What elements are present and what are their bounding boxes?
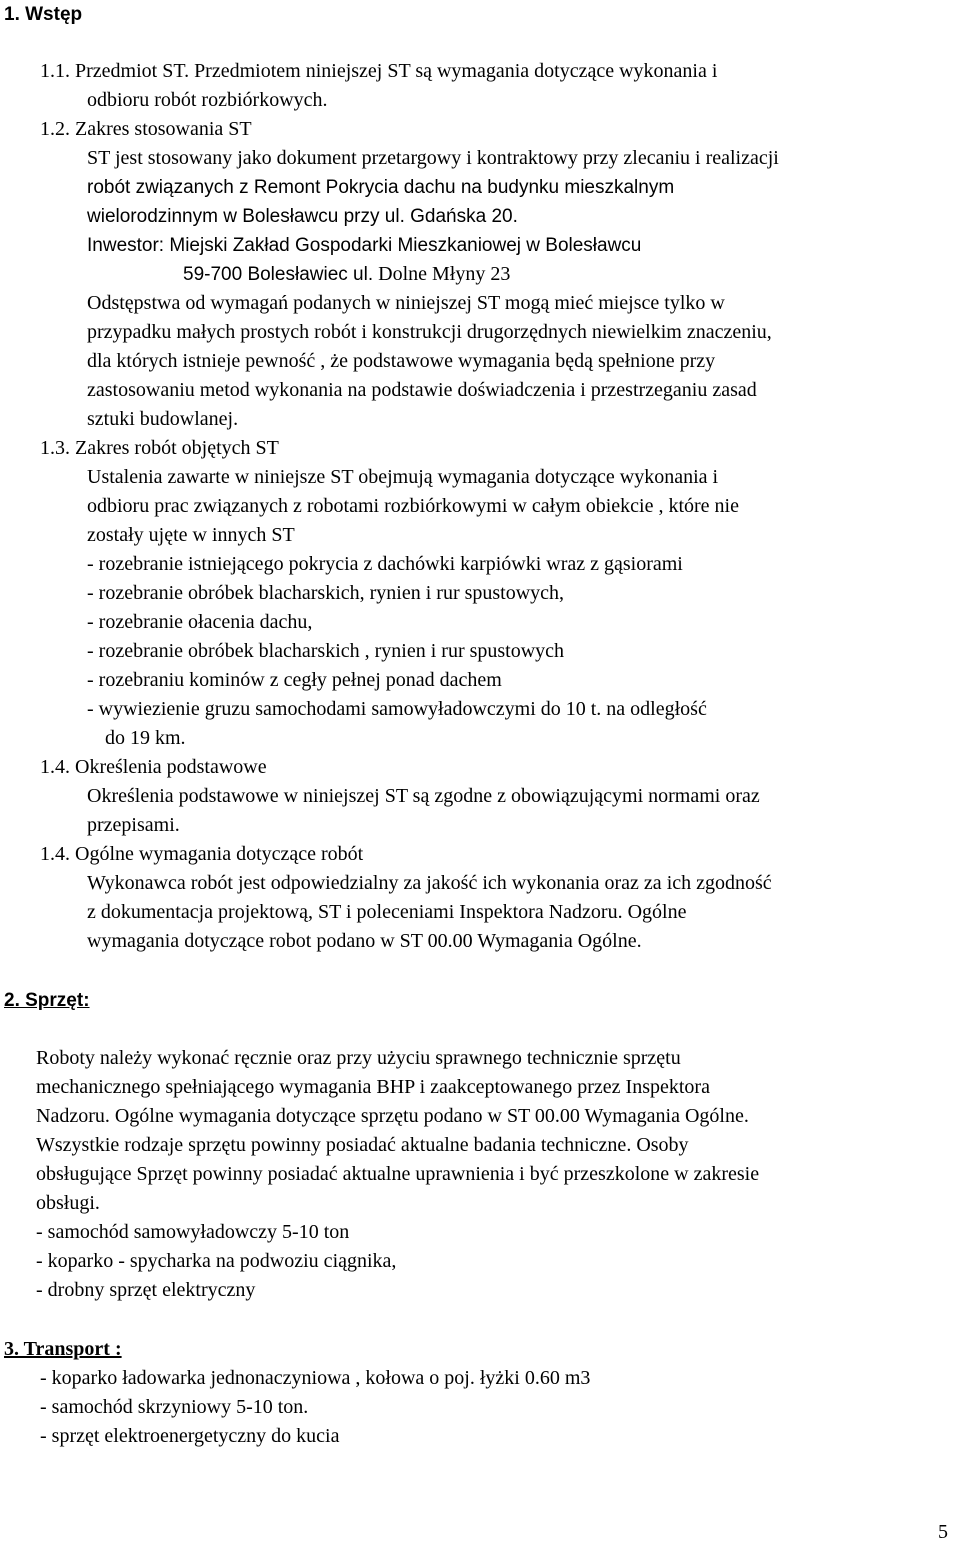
subsection-1-3-line-3: zostały ujęte w innych ST (87, 524, 295, 546)
subsection-1-3-line-2: odbioru prac związanych z robotami rozbiórkowymi w całym obiekcie , które nie (87, 495, 739, 517)
list-item: - drobny sprzęt elektryczny (36, 1279, 256, 1301)
section-heading-2: 2. Sprzęt: (4, 990, 90, 1011)
section-heading-1: 1. Wstęp (4, 4, 83, 25)
list-item: - samochód skrzyniowy 5-10 ton. (40, 1396, 309, 1418)
list-item: - wywiezienie gruzu samochodami samowyładowczymi do 10 t. na odległość (87, 698, 707, 720)
page-number: 5 (938, 1521, 948, 1543)
subsection-1-4b-line-3: wymagania dotyczące robot podano w ST 00.00 Wymagania Ogólne. (87, 930, 642, 952)
list-item: - rozebranie istniejącego pokrycia z dachówki karpiówki wraz z gąsiorami (87, 553, 683, 575)
deviation-line-1: Odstępstwa od wymagań podanych w niniejszej ST mogą mieć miejsce tylko w (87, 292, 725, 314)
subsection-1-4b-title: 1.4. Ogólne wymagania dotyczące robót (40, 843, 364, 865)
section-heading-3: 3. Transport : (4, 1338, 122, 1360)
deviation-line-4: zastosowaniu metod wykonania na podstawie doświadczenia i przestrzeganiu zasad (87, 379, 757, 401)
subsection-1-4-line-2: przepisami. (87, 814, 180, 836)
deviation-line-2: przypadku małych prostych robót i konstrukcji drugorzędnych niewielkim znaczeniu, (87, 321, 772, 343)
equipment-paragraph-line-5: obsługujące Sprzęt powinny posiadać aktualne uprawnienia i być przeszkolone w zakresie (36, 1163, 760, 1185)
list-item: - sprzęt elektroenergetyczny do kucia (40, 1425, 340, 1447)
subsection-1-4-line-1: Określenia podstawowe w niniejszej ST są zgodne z obowiązującymi normami oraz (87, 785, 760, 807)
investor-line-2-address: 59-700 Bolesławiec ul. (183, 264, 374, 285)
investor-line-2-street: Dolne Młyny 23 (378, 263, 511, 285)
list-item: - koparko - spycharka na podwoziu ciągnika, (36, 1250, 397, 1272)
investor-line-1: Inwestor: Miejski Zakład Gospodarki Mieszkaniowej w Bolesławcu (87, 235, 642, 256)
subsection-1-4-title: 1.4. Określenia podstawowe (40, 756, 267, 778)
list-item-continuation: do 19 km. (105, 727, 186, 749)
equipment-paragraph-line-4: Wszystkie rodzaje sprzętu powinny posiadać aktualne badania techniczne. Osoby (36, 1134, 689, 1156)
list-item: - rozebranie obróbek blacharskich , rynien i rur spustowych (87, 640, 565, 662)
list-item: - koparko ładowarka jednonaczyniowa , kołowa o poj. łyżki 0.60 m3 (40, 1367, 591, 1389)
list-item: - rozebranie ołacenia dachu, (87, 611, 313, 633)
subsection-1-3-line-1: Ustalenia zawarte w niniejsze ST obejmują wymagania dotyczące wykonania i (87, 466, 719, 488)
subsection-1-1-line-2: odbioru robót rozbiórkowych. (87, 89, 328, 111)
subsection-1-2-line-3: wielorodzinnym w Bolesławcu przy ul. Gdańska 20. (87, 206, 518, 227)
subsection-1-4b-line-2: z dokumentacja projektową, ST i poleceniami Inspektora Nadzoru. Ogólne (87, 901, 687, 923)
subsection-1-2-line-1: ST jest stosowany jako dokument przetargowy i kontraktowy przy zlecaniu i realizacji (87, 147, 779, 169)
deviation-line-3: dla których istnieje pewność , że podstawowe wymagania będą spełnione przy (87, 350, 716, 372)
subsection-1-2-line-2: robót związanych z Remont Pokrycia dachu na budynku mieszkalnym (87, 177, 675, 198)
equipment-paragraph-line-3: Nadzoru. Ogólne wymagania dotyczące sprzętu podano w ST 00.00 Wymagania Ogólne. (36, 1105, 749, 1127)
subsection-1-4b-line-1: Wykonawca robót jest odpowiedzialny za jakość ich wykonania oraz za ich zgodność (87, 872, 772, 894)
deviation-line-5: sztuki budowlanej. (87, 408, 239, 430)
investor-line-2 (183, 260, 510, 289)
list-item: - rozebranie obróbek blacharskich, rynien i rur spustowych, (87, 582, 565, 604)
subsection-1-3-title: 1.3. Zakres robót objętych ST (40, 437, 279, 459)
equipment-paragraph-line-1: Roboty należy wykonać ręcznie oraz przy użyciu sprawnego technicznie sprzętu (36, 1047, 681, 1069)
subsection-1-1-line-1: 1.1. Przedmiot ST. Przedmiotem niniejszej ST są wymagania dotyczące wykonania i (40, 60, 718, 82)
list-item: - samochód samowyładowczy 5-10 ton (36, 1221, 350, 1243)
subsection-1-2-title: 1.2. Zakres stosowania ST (40, 118, 252, 140)
equipment-paragraph-line-2: mechanicznego spełniającego wymagania BHP i zaakceptowanego przez Inspektora (36, 1076, 710, 1098)
list-item: - rozebraniu kominów z cegły pełnej ponad dachem (87, 669, 502, 691)
equipment-paragraph-line-6: obsługi. (36, 1192, 100, 1214)
